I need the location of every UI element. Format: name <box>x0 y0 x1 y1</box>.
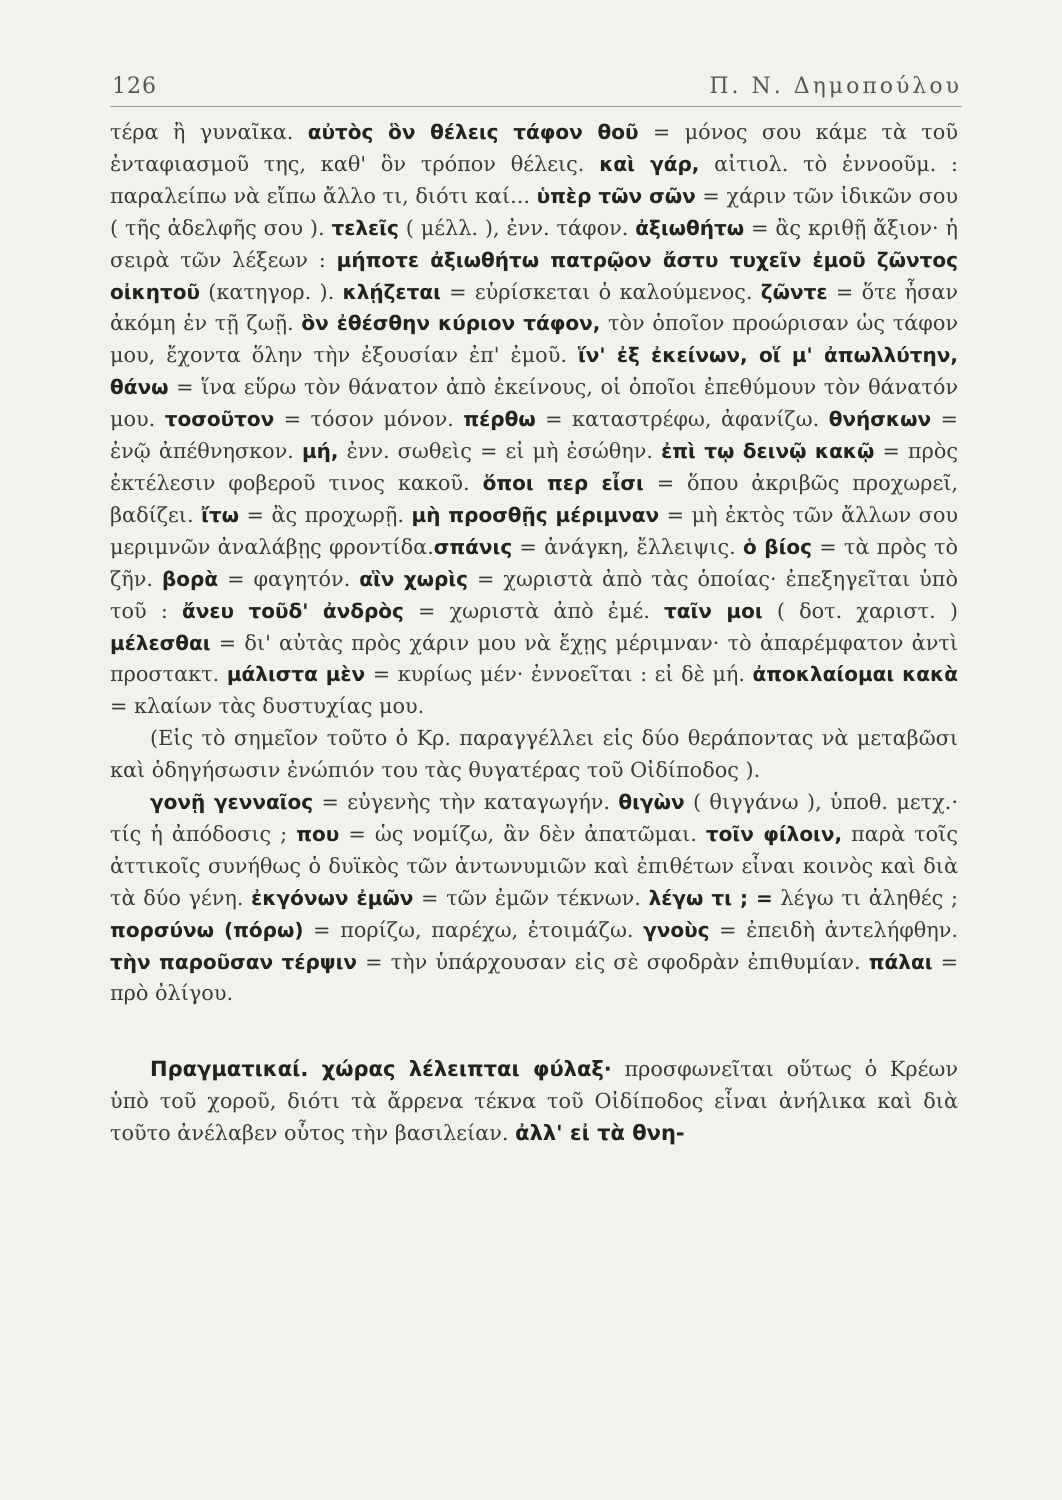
gloss-text: = ὅπου ἀκριβῶς προχωρεῖ, βαδίζει. <box>110 470 958 527</box>
gloss-text: = ὡς νομίζω, ἂν δὲν ἀπατῶμαι. <box>339 821 706 846</box>
gloss-text: = ἀνάγκη, ἔλλειψις. <box>512 534 743 559</box>
gloss-text: αἰτιολ. τὸ ἐννοοῦμ. : παραλείπω νὰ εἴπω ἄλλο τι, διότι καί... <box>110 151 959 208</box>
lemma-term: κλῄζεται <box>342 279 441 304</box>
gloss-text: = χωριστὰ ἀπὸ ἐμέ. <box>403 598 664 623</box>
gloss-text: = κυρίως μέν· ἐννοεῖται : εἰ δὲ μή. <box>365 662 753 687</box>
lemma-term: θιγὼν <box>618 790 685 815</box>
gloss-text: = εὑρίσκεται ὁ καλούμενος. <box>440 279 761 304</box>
lemma-term: ἄνευ τοῦδ' ἀνδρὸς <box>181 598 404 623</box>
lemma-term: μή, <box>301 439 339 464</box>
lemma-term: ὁ βίος <box>742 534 812 559</box>
gloss-text: = τῶν ἐμῶν τέκνων. <box>413 885 649 910</box>
gloss-text: = τόσον μόνον. <box>274 407 464 432</box>
lemma-term: θνήσκων <box>828 407 932 432</box>
lemma-term: τελεῖς <box>331 215 399 240</box>
gloss-text: λέγω τι ἀληθές ; <box>772 885 958 910</box>
lemma-term: βορὰ <box>161 566 219 591</box>
lemma-term: πορσύνω (πόρω) <box>110 917 304 942</box>
lemma-term: ὃν ἐθέσθην κύριον τάφον, <box>301 311 601 336</box>
lemma-term: τὴν παροῦσαν τέρψιν <box>110 949 358 974</box>
lemma-term: ὑπὲρ τῶν σῶν <box>536 183 696 208</box>
lemma-term: πάλαι <box>868 949 933 974</box>
gloss-text: ( θιγγάνω ), ὑποθ. μετχ.· τίς ἡ ἀπόδοσις ; <box>110 790 958 846</box>
lemma-term: μέλεσθαι <box>110 630 211 655</box>
lemma-term: ἀποκλαίομαι κακὰ <box>752 662 958 687</box>
lemma-term: ταῖν μοι <box>664 598 763 623</box>
lemma-term: ζῶντε <box>760 279 828 304</box>
commentary-paragraph <box>110 117 958 723</box>
lemma-term: ἴτω <box>201 502 240 527</box>
lemma-term: γνοὺς <box>643 917 710 942</box>
gloss-text: = ἂς κριθῇ ἄξιον· ἡ σειρὰ τῶν λέξεων : <box>110 215 958 272</box>
gloss-text: = δι' αὐτὰς πρὸς χάριν μου νὰ ἔχῃς μέριμναν· τὸ ἀπαρέμφατον ἀντὶ προστακτ. <box>110 630 958 687</box>
gloss-text: ἐνν. σωθεὶς = εἰ μὴ ἐσώθην. <box>338 439 662 464</box>
lemma-term: ἀξιωθήτω <box>635 215 745 240</box>
gloss-text: = ἂς προχωρῇ. <box>239 502 412 527</box>
gloss-text: προσφωνεῖται οὕτως ὁ Κρέων ὑπὸ τοῦ χοροῦ, διότι τὰ ἄρρενα τέκνα τοῦ Οἰδίποδος εἶναι ἀνήλικα καὶ διὰ τοῦτο ἀνέλαβεν οὗτος τὴν βασιλείαν. <box>110 1057 958 1146</box>
stage-note-paragraph <box>110 723 958 787</box>
page-header <box>110 66 962 107</box>
gloss-text: = τὴν ὑπάρχουσαν εἰς σὲ σφοδρὰν ἐπιθυμίαν. <box>357 949 869 974</box>
lemma-term: λέγω τι ; = <box>648 885 773 910</box>
gloss-text: = κλαίων τὰς δυστυχίας μου. <box>110 694 425 719</box>
lemma-term: καὶ γάρ, <box>599 151 700 176</box>
gloss-text: τὸν ὁποῖον προώρισαν ὡς τάφον μου, ἔχοντα ὅλην τὴν ἐξουσίαν ἐπ' ἐμοῦ. <box>110 311 958 368</box>
lemma-term: Πραγματικαί. χώρας λέλειπται φύλαξ· <box>150 1057 612 1082</box>
gloss-text: = πρὸς ἐκτέλεσιν φοβεροῦ τινος κακοῦ. <box>110 439 959 495</box>
lemma-term: που <box>296 821 340 846</box>
lemma-term: μήποτε ἀξιωθήτω πατρῷον ἄστυ τυχεῖν ἐμοῦ ζῶντος οἰκητοῦ <box>110 247 958 304</box>
gloss-text: = μόνος σου κάμε τὰ τοῦ ἐνταφιασμοῦ της, καθ' ὃν τρόπον θέλεις. <box>110 120 958 176</box>
gloss-text: = χάριν τῶν ἰδικῶν σου ( τῆς ἀδελφῆς σου ). <box>110 183 958 240</box>
lemma-term: μάλιστα μὲν <box>226 662 366 687</box>
lemma-term: αὐτὸς ὃν θέλεις τάφον θοῦ <box>307 120 639 144</box>
commentary-paragraph <box>110 787 958 1010</box>
running-title: Π. Ν. Δημοπούλου <box>709 74 962 99</box>
lemma-term: τοῖν φίλοιν, <box>705 821 843 846</box>
gloss-text: τέρα ἢ γυναῖκα. <box>110 120 308 144</box>
gloss-text: = ἐνῷ ἀπέθνησκον. <box>110 407 958 464</box>
gloss-text: = ὅτε ἦσαν ἀκόμη ἐν τῇ ζωῇ. <box>110 279 959 336</box>
lemma-term: τοσοῦτον <box>164 407 275 432</box>
gloss-text: = πορίζω, παρέχω, ἑτοιμάζω. <box>303 917 644 942</box>
lemma-term: ἐπὶ τῳ δεινῷ κακῷ <box>661 439 875 464</box>
lemma-term: ἀλλ' εἰ τὰ θνη- <box>515 1121 685 1146</box>
lemma-term: γονῇ γενναῖος <box>150 790 314 815</box>
gloss-text: = ἵνα εὕρω τὸν θάνατον ἀπὸ ἐκείνους, οἱ ὁποῖοι ἐπεθύμουν τὸν θάνατόν μου. <box>110 375 958 432</box>
lemma-term: σπάνις <box>433 534 513 559</box>
gloss-text: = μὴ ἐκτὸς τῶν ἄλλων σου μεριμνῶν ἀναλάβῃς φροντίδα. <box>110 502 958 559</box>
page-number: 126 <box>112 74 157 99</box>
gloss-text: παρὰ τοῖς ἀττικοῖς συνήθως ὁ δυϊκὸς τῶν ἀντωνυμιῶν καὶ ἐπιθέτων εἶναι κοινὸς καὶ διὰ τὰ δύο γένη. <box>110 821 958 910</box>
gloss-text: (Εἰς τὸ σημεῖον τοῦτο ὁ Κρ. παραγγέλλει εἰς δύο θεράποντας νὰ μεταβῶσι καὶ ὁδηγήσωσιν ἐνώπιόν του τὰς θυγατέρας τοῦ Οἰδίποδος ). <box>110 726 958 783</box>
gloss-text: = χωριστὰ ἀπὸ τὰς ὁποίας· ἐπεξηγεῖται ὑπὸ τοῦ : <box>110 566 958 623</box>
lemma-term: ἵν' ἐξ ἐκείνων, οἵ μ' ἀπωλλύτην, θάνω <box>110 343 958 400</box>
lemma-term: ὅποι περ εἶσι <box>482 470 644 495</box>
gloss-text: = εὐγενὴς τὴν καταγωγήν. <box>313 790 619 815</box>
lemma-term: ἐκγόνων ἐμῶν <box>251 885 414 910</box>
commentary-body <box>110 117 958 1150</box>
gloss-text: = πρὸ ὀλίγου. <box>110 949 958 1006</box>
lemma-term: μὴ προσθῇς μέριμναν <box>411 502 660 527</box>
gloss-text: = φαγητόν. <box>218 566 360 591</box>
lemma-term: πέρθω <box>463 407 536 432</box>
gloss-text: = ἐπειδὴ ἀντελήφθην. <box>709 917 958 942</box>
lemma-term: αἳν χωρὶς <box>359 566 468 591</box>
gloss-text: ( δοτ. χαριστ. ) <box>762 598 958 623</box>
gloss-text: ( μέλλ. ), ἐνν. τάφον. <box>398 215 636 240</box>
gloss-text: (κατηγορ. ). <box>200 279 343 304</box>
gloss-text: = καταστρέφω, ἀφανίζω. <box>535 407 829 432</box>
historical-notes-paragraph <box>110 1054 958 1150</box>
gloss-text: = τὰ πρὸς τὸ ζῆν. <box>110 534 958 591</box>
